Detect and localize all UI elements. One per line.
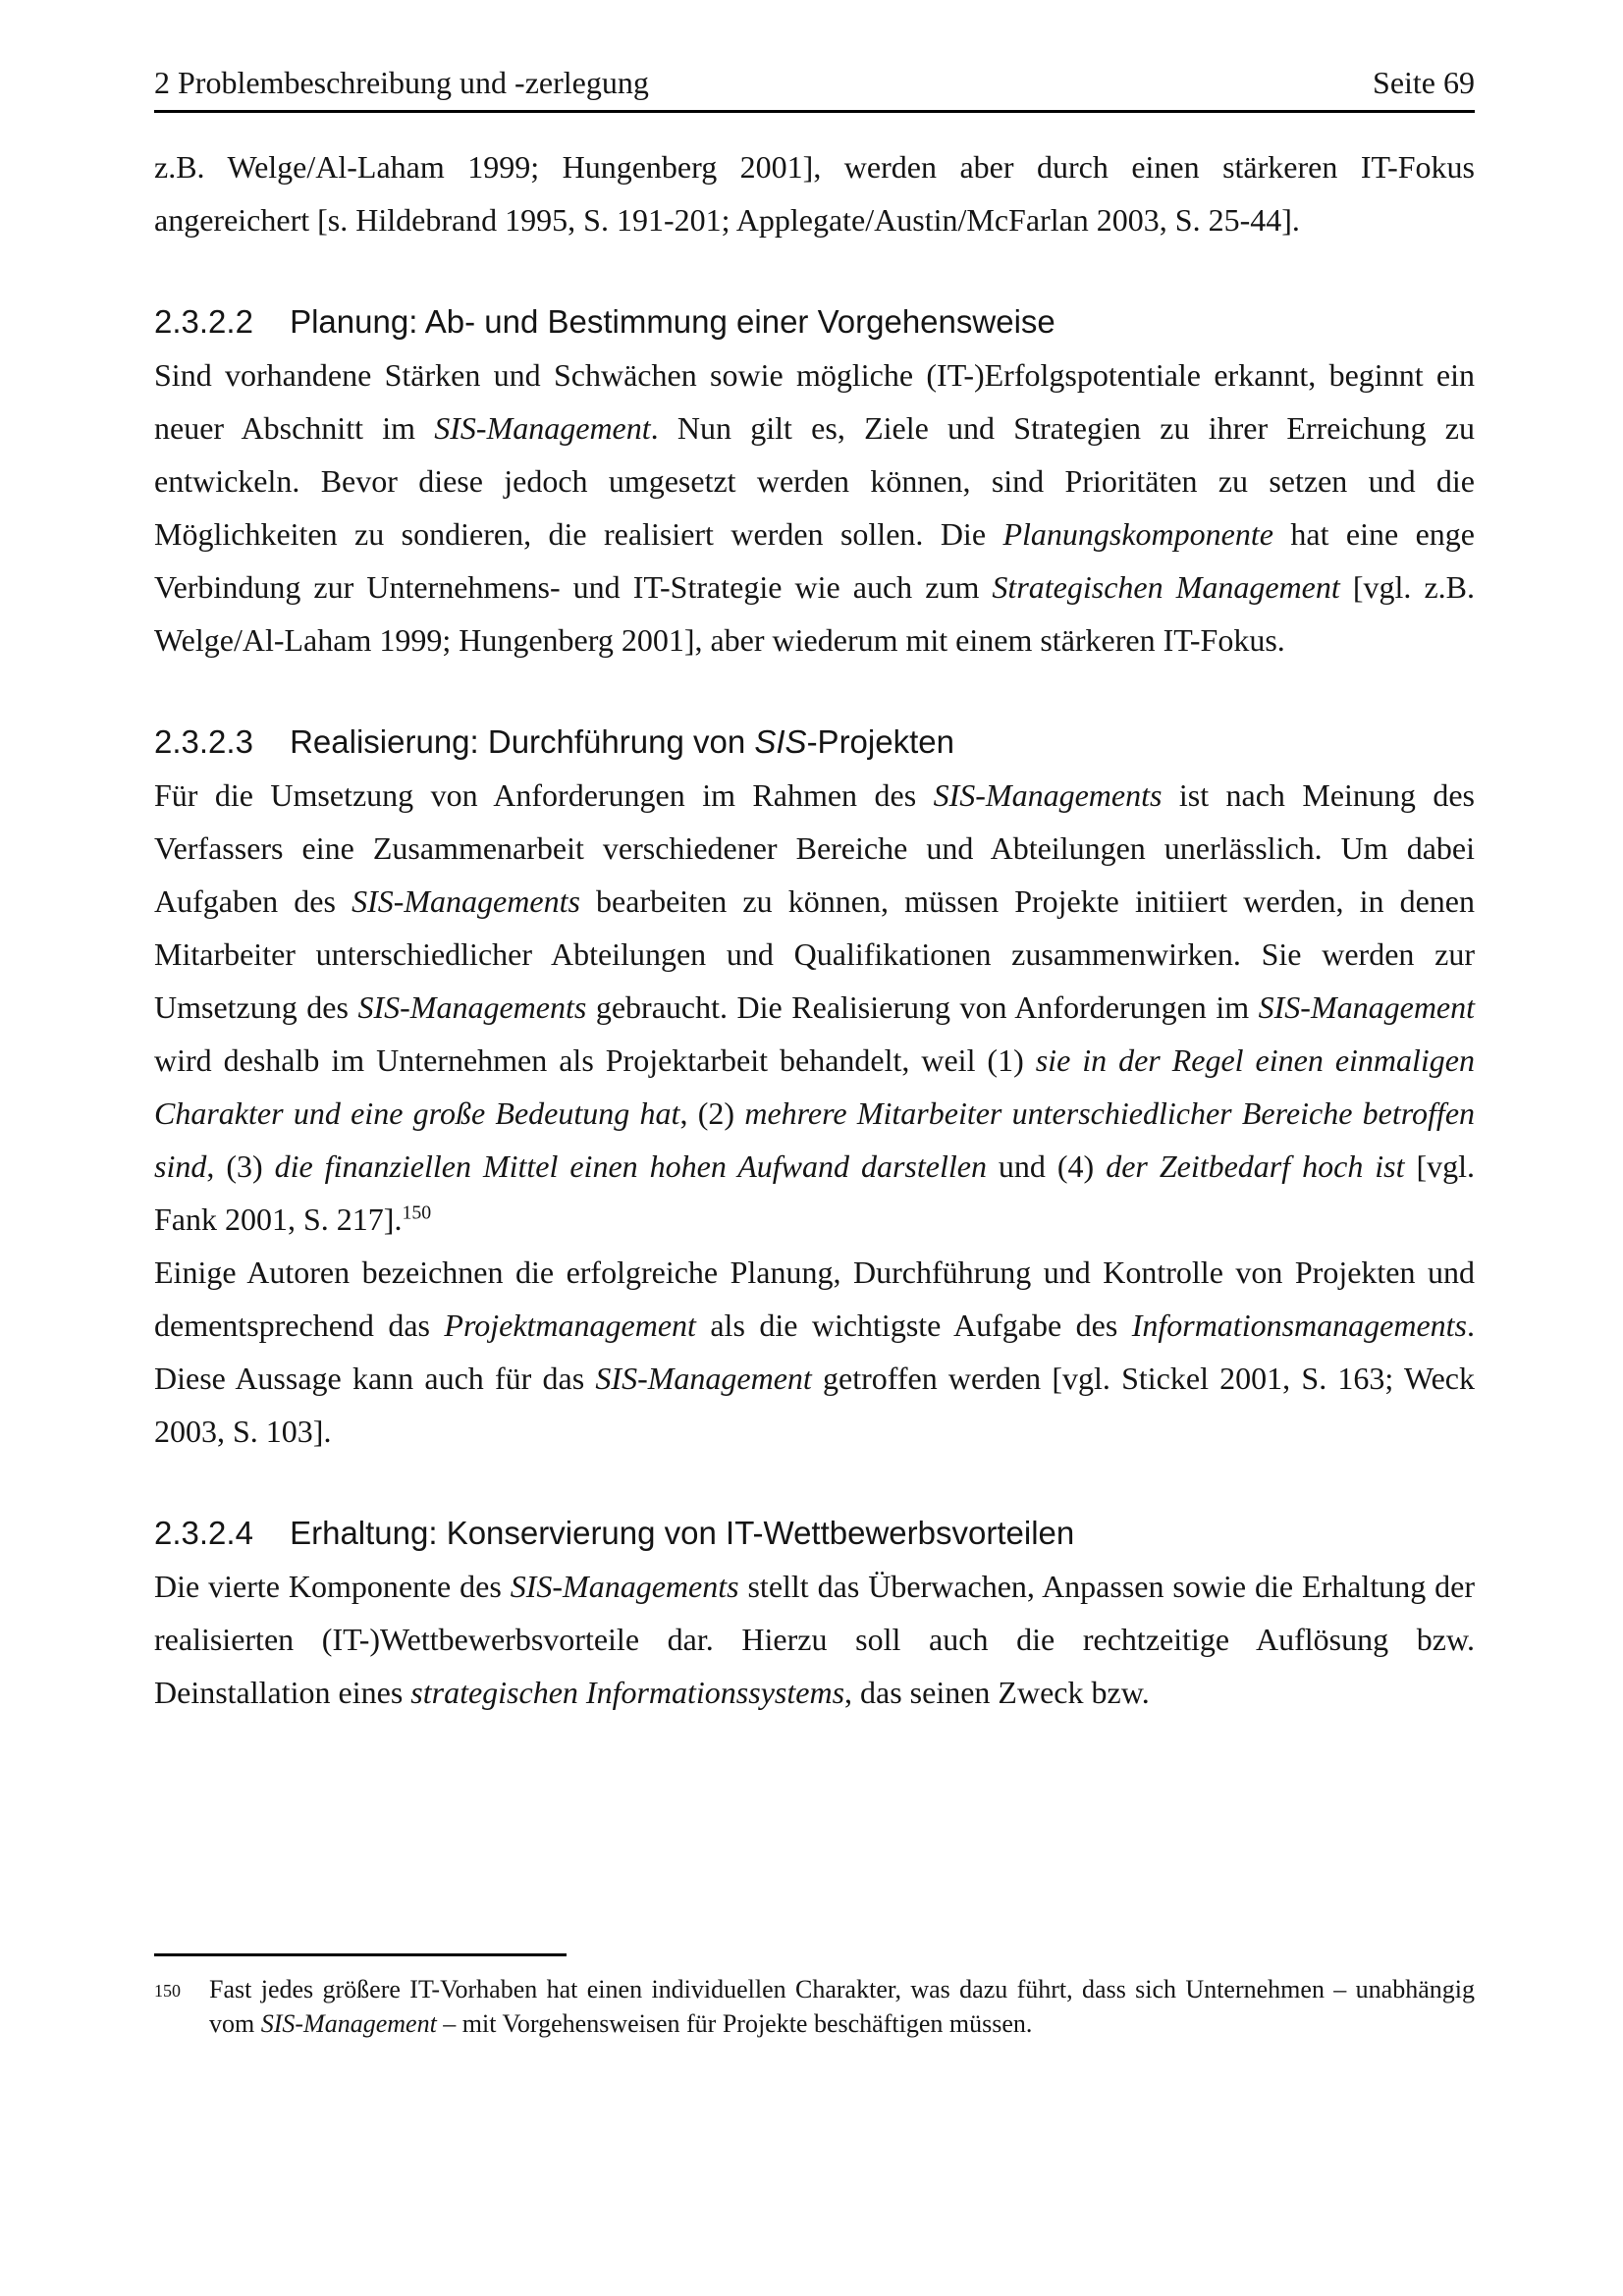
heading-title: Planung: Ab- und Bestimmung einer Vorgehensweise [290,303,1055,340]
paragraph-intro: z.B. Welge/Al-Laham 1999; Hungenberg 2001], werden aber durch einen stärkeren IT-Fokus angereichert [s. Hildebrand 1995, S. 191-201; Applegate/Austin/McFarlan 2003, S. 25-44]. [154,149,1475,238]
paragraph-erhaltung: Die vierte Komponente des SIS-Managements stellt das Überwachen, Anpassen sowie die Erhaltung der realisierten (IT-)Wettbewerbsvorteile dar. Hierzu soll auch die rechtzeitige Auflösung bzw. Deinstallation eines strategischen Informationssystems, das seinen Zweck bzw. [154,1569,1475,1710]
paragraph-planung: Sind vorhandene Stärken und Schwächen sowie mögliche (IT-)Erfolgspotentiale erkannt, beginnt ein neuer Abschnitt im SIS-Management. Nun gilt es, Ziele und Strategien zu ihrer Erreichung zu entwickeln. Bevor diese jedoch umgesetzt werden können, sind Prioritäten zu setzen und die Möglichkeiten zu sondieren, die realisiert werden sollen. Die Planungskomponente hat eine enge Verbindung zur Unternehmens- und IT-Strategie wie auch zum Strategischen Management [vgl. z.B. Welge/Al-Laham 1999; Hungenberg 2001], aber wiederum mit einem stärkeren IT-Fokus. [154,357,1476,658]
heading-2-3-2-2 [154,295,1475,348]
heading-2-3-2-4 [154,1507,1475,1560]
heading-number: 2.3.2.4 [154,1515,253,1551]
header-page-number: Seite 69 [1373,65,1475,100]
heading-number: 2.3.2.3 [154,723,253,760]
heading-number: 2.3.2.2 [154,303,253,340]
paragraph-realisierung-1: Für die Umsetzung von Anforderungen im Rahmen des SIS-Managements ist nach Meinung des Verfassers eine Zusammenarbeit verschiedener Bereiche und Abteilungen unerlässlich. Um dabei Aufgaben des SIS-Managements bearbeiten zu können, müssen Projekte initiiert werden, in denen Mitarbeiter unterschiedlicher Abteilungen und Qualifikationen zusammenwirken. Sie werden zur Umsetzung des SIS-Managements gebraucht. Die Realisierung von Anforderungen im SIS-Management wird deshalb im Unternehmen als Projektarbeit behandelt, weil (1) sie in der Regel einen einmaligen Charakter und eine große Bedeutung hat, (2) mehrere Mitarbeiter unterschiedlicher Bereiche betroffen sind, (3) die finanziellen Mittel einen hohen Aufwand darstellen und (4) der Zeitbedarf hoch ist [vgl. Fank 2001, S. 217].$^{150}$ [154,777,1476,1237]
footnote-area [154,1953,1475,2041]
footnote-marker: 150 [154,1981,181,2001]
running-header [154,63,1475,113]
paragraph-realisierung-2: Einige Autoren bezeichnen die erfolgreiche Planung, Durchführung und Kontrolle von Projekten und dementsprechend das Projektmanagement als die wichtigste Aufgabe des Informationsmanagements. Diese Aussage kann auch für das SIS-Management getroffen werden [vgl. Stickel 2001, S. 163; Weck 2003, S. 103]. [154,1255,1476,1449]
heading-title: Realisierung: Durchführung von SIS-Projekten [290,723,954,760]
footnote [154,1972,1475,2041]
header-chapter-title: 2 Problembeschreibung und -zerlegung [154,65,649,100]
page-content [154,63,1475,1719]
footnote-text: Fast jedes größere IT-Vorhaben hat einen individuellen Charakter, was dazu führt, dass sich Unternehmen – unabhängig vom SIS-Management – mit Vorgehensweisen für Projekte beschäftigen müssen. [209,1975,1475,2038]
footnote-separator-rule [154,1953,567,1956]
heading-2-3-2-3 [154,716,1475,769]
heading-title: Erhaltung: Konservierung von IT-Wettbewerbsvorteilen [290,1515,1075,1551]
